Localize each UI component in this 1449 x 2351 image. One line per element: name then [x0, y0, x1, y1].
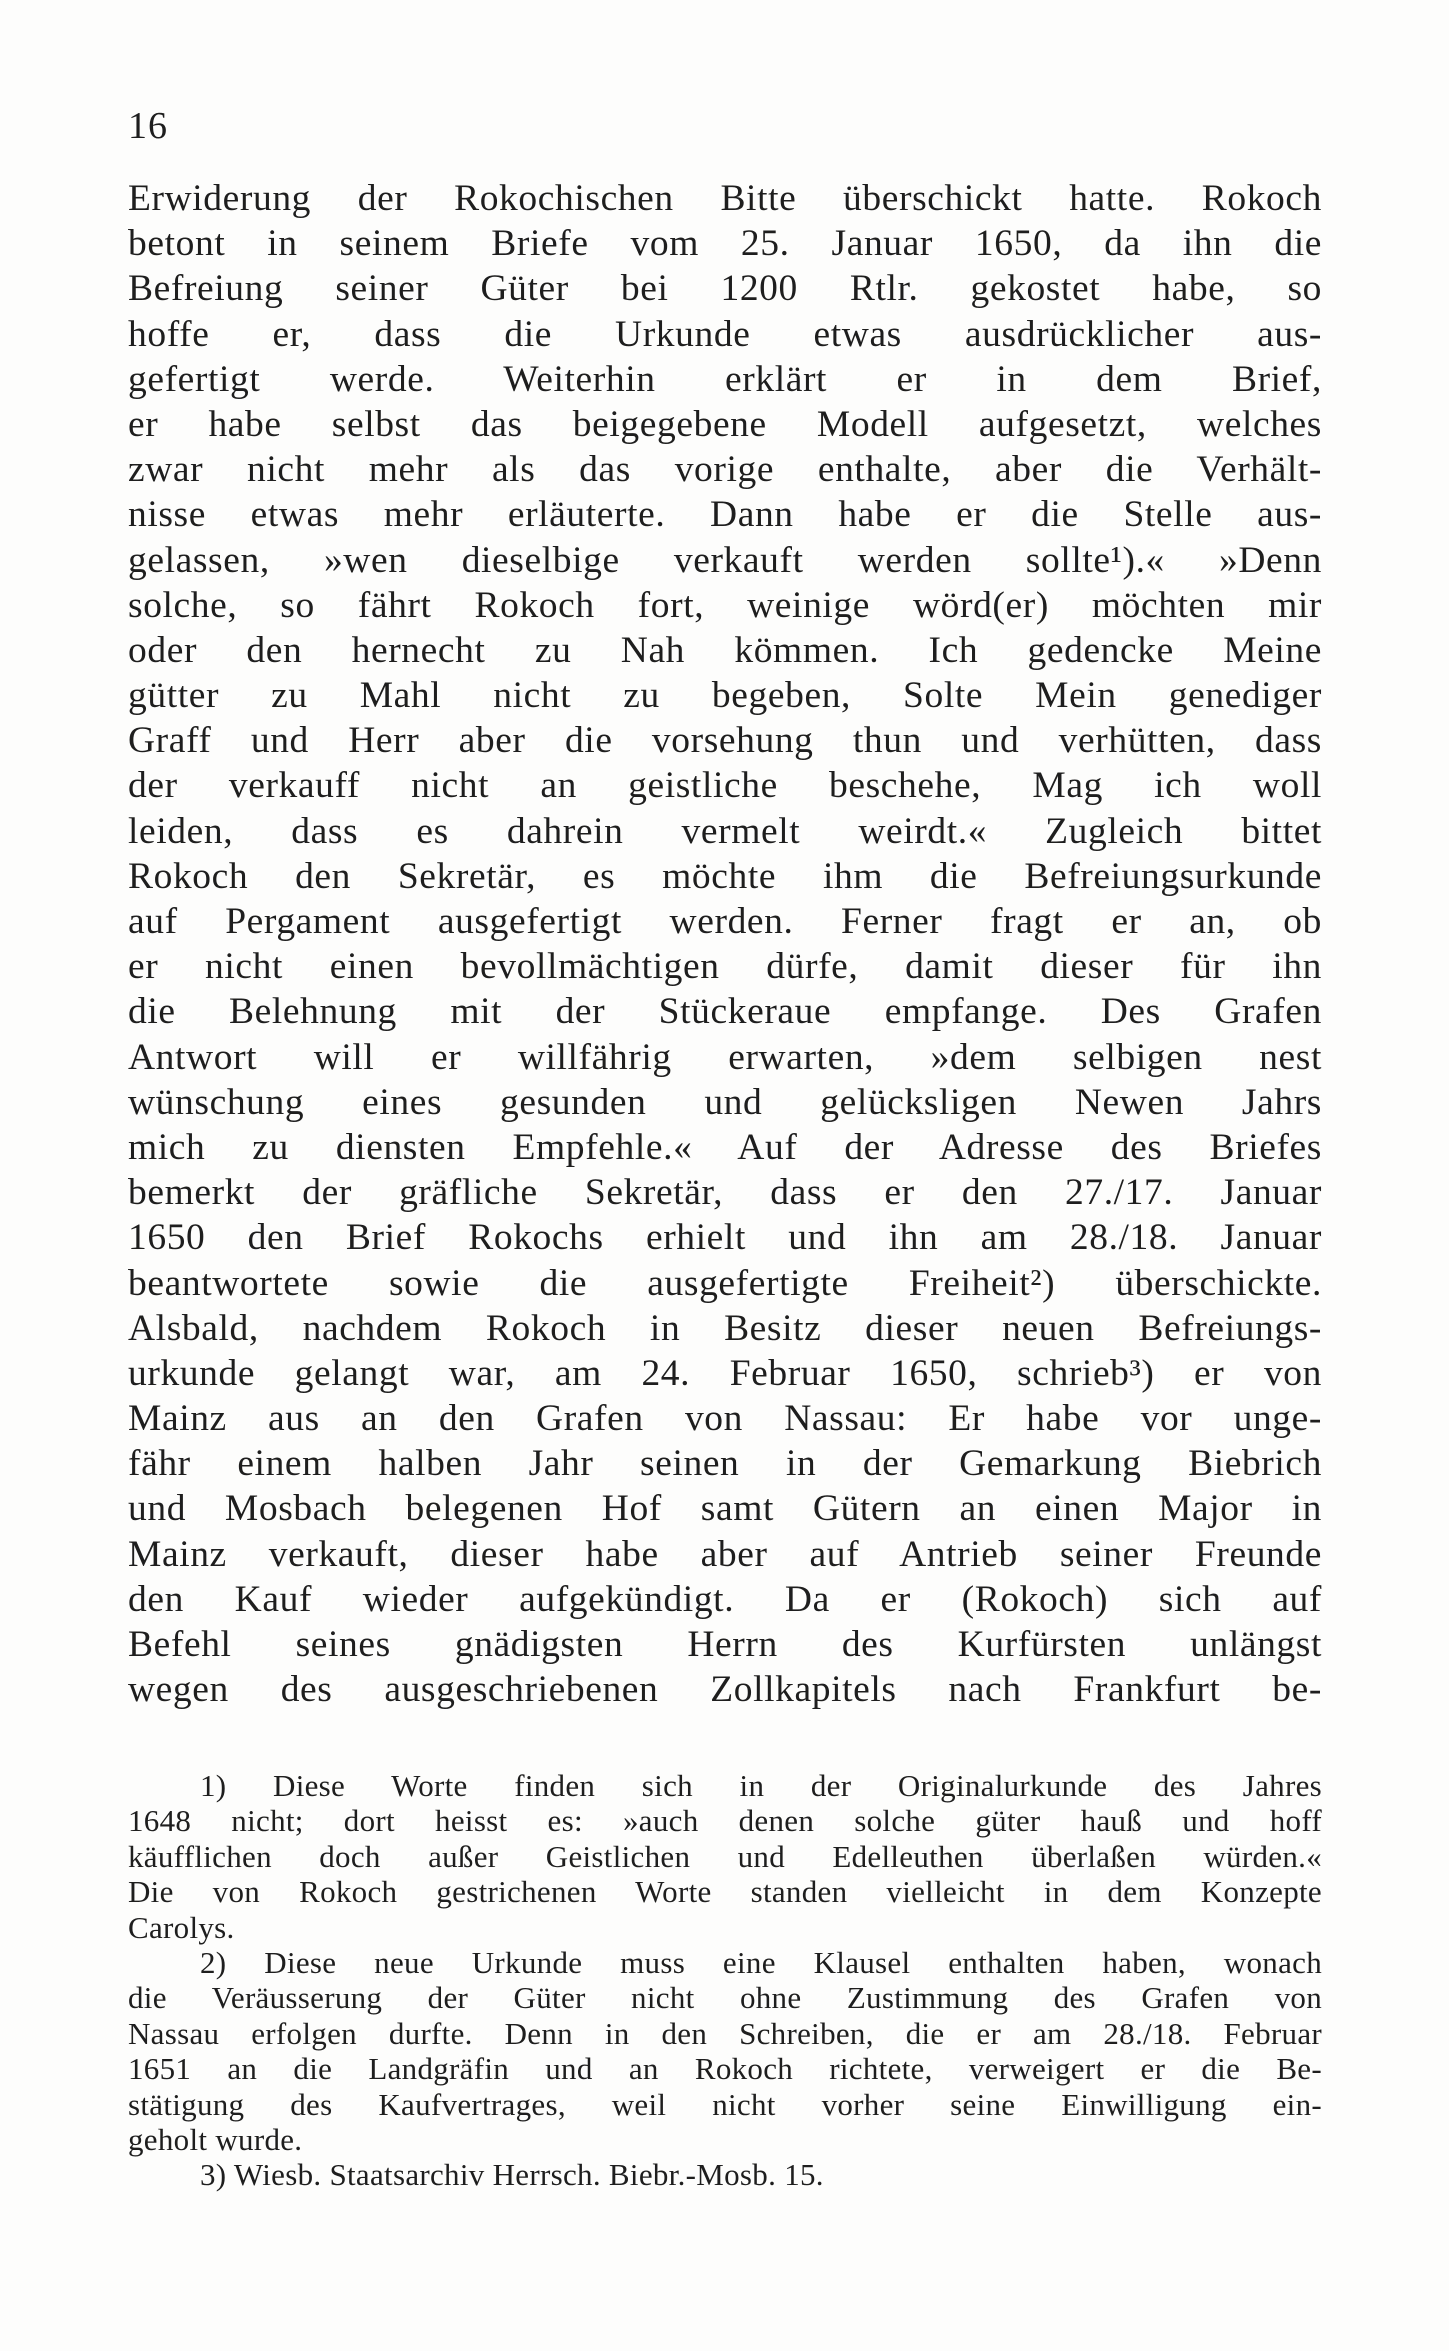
- footnote-3: [128, 2157, 1322, 2192]
- text-line: auf Pergament ausgefertigt werden. Ferner fragt er an, ob: [128, 901, 1322, 942]
- text-line: gefertigt werde. Weiterhin erklärt er in dem Brief,: [128, 358, 1322, 400]
- text-line: gütter zu Mahl nicht zu begeben, Solte Mein genediger: [128, 675, 1322, 717]
- text-line: gelassen, »wen dieselbige verkauft werden sollte¹).« »Denn: [128, 539, 1322, 581]
- footnote-line: Nassau erfolgen durfte. Denn in den Schreiben, die er am 28./18. Februar: [128, 2015, 1322, 2051]
- text-line: er habe selbst das beigegebene Modell aufgesetzt, welches: [128, 403, 1322, 445]
- text-line: Befehl seines gnädigsten Herrn des Kurfürsten unlängst: [128, 1624, 1322, 1665]
- footnote-line: die Veräusserung der Güter nicht ohne Zustimmung des Grafen von: [128, 1980, 1322, 2016]
- text-line: nisse etwas mehr erläuterte. Dann habe er die Stelle aus-: [128, 494, 1322, 536]
- text-line: oder den hernecht zu Nah kömmen. Ich gedencke Meine: [128, 629, 1322, 671]
- text-line: zwar nicht mehr als das vorige enthalte, aber die Verhält-: [128, 449, 1322, 491]
- text-line: Mainz aus an den Grafen von Nassau: Er habe vor unge-: [128, 1398, 1322, 1440]
- footnote-line: Die von Rokoch gestrichenen Worte standen vielleicht in dem Konzepte: [128, 1874, 1322, 1910]
- text-line: mich zu diensten Empfehle.« Auf der Adresse des Briefes: [128, 1126, 1322, 1168]
- text-line: Rokoch den Sekretär, es möchte ihm die Befreiungsurkunde: [128, 855, 1322, 897]
- text-line: leiden, dass es dahrein vermelt weirdt.« Zugleich bittet: [128, 810, 1322, 852]
- main-text: [128, 176, 1322, 1712]
- text-line: solche, so fährt Rokoch fort, weinige wörd(er) möchten mir: [128, 584, 1322, 626]
- page-number: 16: [128, 105, 168, 147]
- footnote-line: stätigung des Kaufvertrages, weil nicht vorher seine Einwilligung ein-: [128, 2086, 1322, 2122]
- text-line: Befreiung seiner Güter bei 1200 Rtlr. gekostet habe, so: [128, 268, 1322, 310]
- text-line: Alsbald, nachdem Rokoch in Besitz dieser neuen Befreiungs-: [128, 1307, 1322, 1349]
- footnote-line: 1) Diese Worte finden sich in der Originalurkunde des Jahres: [200, 1768, 1322, 1803]
- text-line: 1650 den Brief Rokochs erhielt und ihn am 28./18. Januar: [128, 1217, 1322, 1259]
- footnote-2: [128, 1945, 1322, 2157]
- footnote-line: geholt wurde.: [128, 2121, 303, 2157]
- footnote-1: [128, 1768, 1322, 1945]
- text-line: wegen des ausgeschriebenen Zollkapitels nach Frankfurt be-: [128, 1669, 1322, 1711]
- footnote-line: Carolys.: [128, 1909, 235, 1945]
- text-line: Graff und Herr aber die vorsehung thun und verhütten, dass: [128, 720, 1322, 762]
- text-line: er nicht einen bevollmächtigen dürfe, damit dieser für ihn: [128, 946, 1322, 988]
- text-line: betont in seinem Briefe vom 25. Januar 1650, da ihn die: [128, 223, 1322, 265]
- text-line: die Belehnung mit der Stückeraue empfange. Des Grafen: [128, 991, 1322, 1033]
- footnote-line: 2) Diese neue Urkunde muss eine Klausel enthalten haben, wonach: [200, 1944, 1322, 1980]
- text-line: Mainz verkauft, dieser habe aber auf Antrieb seiner Freunde: [128, 1533, 1322, 1575]
- footnotes: [128, 1768, 1322, 2193]
- footnote-line: 1648 nicht; dort heisst es: »auch denen solche güter hauß und hoff: [128, 1803, 1322, 1839]
- footnote-line: käufflichen doch außer Geistlichen und Edelleuthen überlaßen würden.«: [128, 1838, 1322, 1874]
- text-line: wünschung eines gesunden und gelücksligen Newen Jahrs: [128, 1081, 1322, 1123]
- text-line: beantwortete sowie die ausgefertigte Freiheit²) überschickte.: [128, 1262, 1322, 1304]
- text-line: hoffe er, dass die Urkunde etwas ausdrücklicher aus-: [128, 313, 1322, 355]
- text-line: und Mosbach belegenen Hof samt Gütern an einen Major in: [128, 1488, 1322, 1530]
- footnote-line: 3) Wiesb. Staatsarchiv Herrsch. Biebr.-Mosb. 15.: [200, 2157, 824, 2193]
- footnote-line: 1651 an die Landgräfin und an Rokoch richtete, verweigert er die Be-: [128, 2051, 1322, 2087]
- text-line: der verkauff nicht an geistliche beschehe, Mag ich woll: [128, 765, 1322, 807]
- text-line: den Kauf wieder aufgekündigt. Da er (Rokoch) sich auf: [128, 1578, 1322, 1620]
- text-line: Erwiderung der Rokochischen Bitte überschickt hatte. Rokoch: [128, 178, 1322, 219]
- text-line: Antwort will er willfährig erwarten, »dem selbigen nest: [128, 1036, 1322, 1078]
- text-line: bemerkt der gräfliche Sekretär, dass er den 27./17. Januar: [128, 1172, 1322, 1214]
- text-line: urkunde gelangt war, am 24. Februar 1650, schrieb³) er von: [128, 1352, 1322, 1394]
- text-line: fähr einem halben Jahr seinen in der Gemarkung Biebrich: [128, 1443, 1322, 1485]
